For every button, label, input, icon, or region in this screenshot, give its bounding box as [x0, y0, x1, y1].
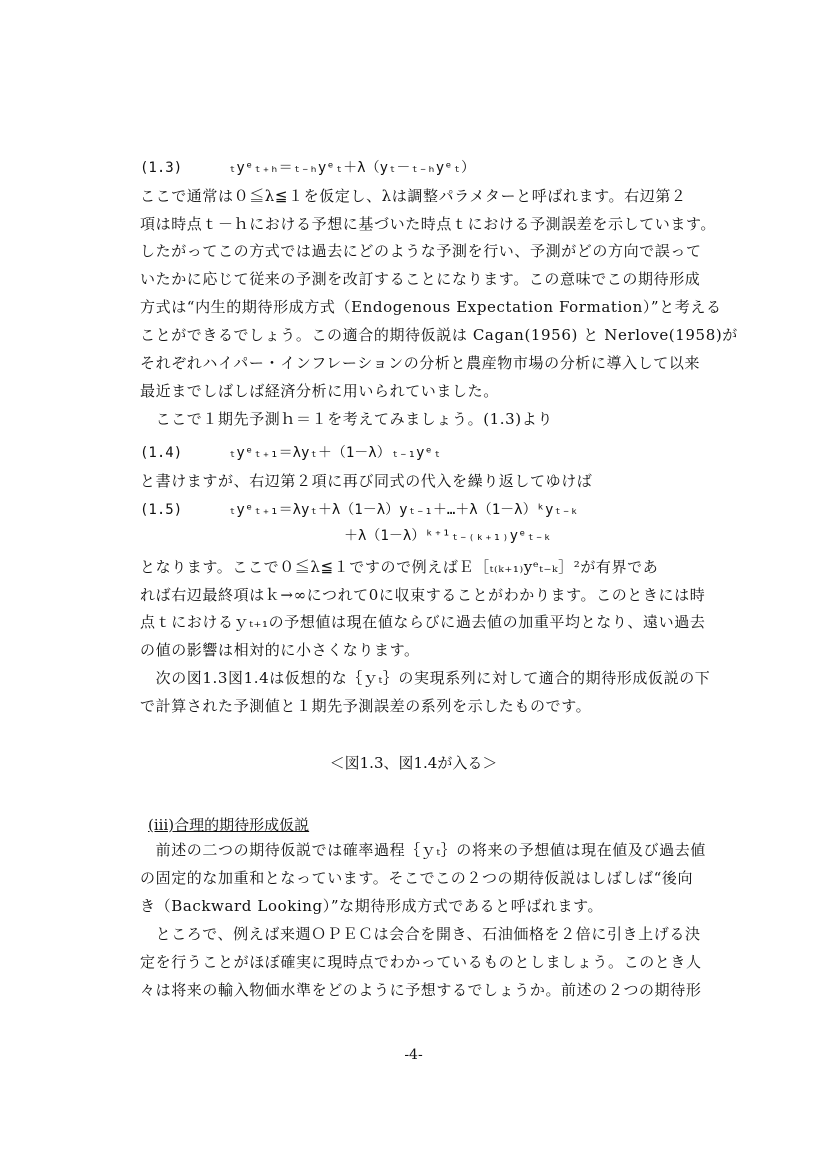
figure-placeholder: ＜図1.3、図1.4が入る＞ — [329, 754, 498, 772]
paragraph-1-line-5: 方式は“内生的期待形成方式（Endogenous Expectation Formation）”と考える — [140, 298, 722, 316]
equation-number-1-3: (1.3) — [140, 160, 183, 176]
paragraph-1-line-8: 最近までしばしば経済分析に用いられていました。 — [140, 382, 499, 400]
paragraph-1-line-6: ことができるでしょう。この適合的期待仮説は Cagan(1956) と Nerlove(1958)が — [140, 326, 738, 344]
equation-1-4: ₜyᵉₜ₊₁＝λyₜ＋（1－λ）ₜ₋₁yᵉₜ — [228, 445, 442, 461]
paragraph-6-line-1: 前述の二つの期待仮説では確率過程｛ｙₜ｝の将来の予想値は現在値及び過去値 — [140, 841, 706, 859]
paragraph-7-line-1: ところで、例えば来週ＯＰＥＣは会合を開き、石油価格を２倍に引き上げる決 — [140, 925, 701, 943]
equation-number-1-4: (1.4) — [140, 445, 183, 461]
paragraph-7-line-2: 定を行うことがほぼ確実に現時点でわかっているものとしましょう。このとき人 — [140, 953, 702, 971]
paragraph-1-line-3: したがってこの方式では過去にどのような予測を行い、予測がどの方向で誤って — [140, 242, 702, 260]
paragraph-4-line-1: となります。ここで０≦λ≦１ですので例えばＥ［ₜ₍ₖ₊₁₎yᵉₜ₋ₖ］²が有界であ — [140, 558, 659, 576]
equation-1-5-line-2: ＋λ（1－λ）ᵏ⁺¹ₜ₋₍ₖ₊₁₎yᵉₜ₋ₖ — [344, 528, 552, 544]
paragraph-1-line-4: いたかに応じて従来の予測を改訂することになります。この意味でこの期待形成 — [140, 270, 701, 288]
equation-1-5-line-1: ₜyᵉₜ₊₁＝λyₜ＋λ（1－λ）yₜ₋₁＋…＋λ（1－λ）ᵏyₜ₋ₖ — [228, 502, 579, 518]
paragraph-5-line-1: 次の図1.3図1.4は仮想的な｛ｙₜ｝の実現系列に対して適合的期待形成仮説の下 — [140, 669, 711, 687]
equation-1-3: ₜyᵉₜ₊ₕ＝ₜ₋ₕyᵉₜ＋λ（yₜ－ₜ₋ₕyᵉₜ） — [228, 160, 476, 176]
paragraph-7-line-3: 々は将来の輸入物価水準をどのように予想するでしょうか。前述の２つの期待形 — [140, 981, 702, 999]
paragraph-4-line-4: の値の影響は相対的に小さくなります。 — [140, 641, 420, 659]
paragraph-4-line-3: 点ｔにおけるｙₜ₊₁の予想値は現在値ならびに過去値の加重平均となり、遠い過去 — [140, 613, 706, 631]
page-number: -4- — [404, 1047, 423, 1063]
paragraph-3: と書けますが、右辺第２項に再び同式の代入を繰り返してゆけば — [140, 472, 593, 490]
paragraph-6-line-2: の固定的な加重和となっています。そこでこの２つの期待仮説はしばしば“後向 — [140, 869, 694, 887]
paragraph-2: ここで１期先予測ｈ＝１を考えてみましょう。(1.3)より — [140, 410, 553, 428]
paragraph-1-line-2: 項は時点ｔ－ｈにおける予想に基づいた時点ｔにおける予測誤差を示しています。 — [140, 215, 717, 233]
paragraph-1-line-1: ここで通常は０≦λ≦１を仮定し、λは調整パラメターと呼ばれます。右辺第２ — [140, 187, 687, 205]
paragraph-1-line-7: それぞれハイパー・インフレーションの分析と農産物市場の分析に導入して以来 — [140, 354, 701, 372]
section-heading: (iii)合理的期待形成仮説 — [148, 816, 310, 834]
equation-number-1-5: (1.5) — [140, 502, 183, 518]
paragraph-5-line-2: で計算された予測値と１期先予測誤差の系列を示したものです。 — [140, 697, 592, 715]
paragraph-6-line-3: き（Backward Looking）”な期待形成方式であると呼ばれます。 — [140, 897, 604, 915]
paragraph-4-line-2: れば右辺最終項はｋ→∞につれて0に収束することがわかります。このときには時 — [140, 586, 706, 604]
